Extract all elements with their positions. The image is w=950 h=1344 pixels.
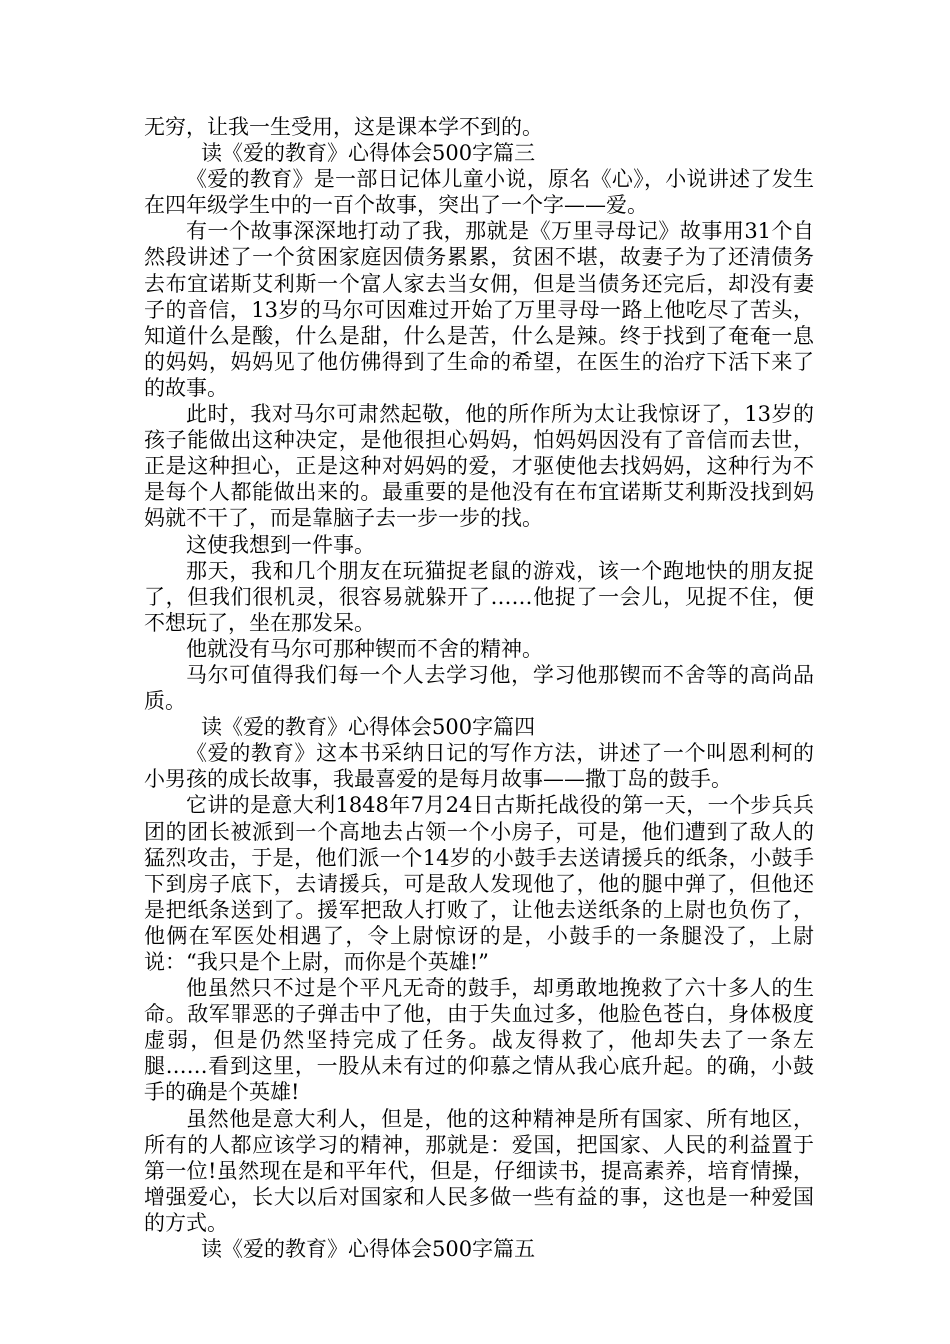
paragraph: 这使我想到一件事。 bbox=[186, 532, 375, 557]
paragraph: 无穷，让我一生受用，这是课本学不到的。 bbox=[144, 115, 543, 139]
paragraph: 那天，我和几个朋友在玩猫捉老鼠的游戏，该一个跑地快的朋友捉了，但我们很机灵，很容易就躲开了……他捉了一会儿，见捉不住，便不想玩了，坐在那发呆。 bbox=[144, 558, 814, 635]
section-heading: 读《爱的教育》心得体会500字篇四 bbox=[201, 715, 536, 740]
paragraph: 虽然他是意大利人，但是，他的这种精神是所有国家、所有地区，所有的人都应该学习的精神，那就是：爱国，把国家、人民的利益置于第一位!虽然现在是和平年代，但是，仔细读书，提高素养，培育情操，增强爱心，长大以后对国家和人民多做一些有益的事，这也是一种爱国的方式。 bbox=[144, 1106, 814, 1235]
paragraph: 《爱的教育》是一部日记体儿童小说，原名《心》，小说讲述了发生在四年级学生中的一百个故事，突出了一个字——爱。 bbox=[144, 167, 814, 218]
paragraph: 《爱的教育》这本书采纳日记的写作方法，讲述了一个叫恩利柯的小男孩的成长故事，我最喜爱的是每月故事——撒丁岛的鼓手。 bbox=[144, 741, 814, 792]
paragraph: 他就没有马尔可那种锲而不舍的精神。 bbox=[186, 636, 543, 661]
document-body bbox=[144, 114, 814, 1262]
section-heading: 读《爱的教育》心得体会500字篇三 bbox=[201, 141, 536, 166]
paragraph: 马尔可值得我们每一个人去学习他，学习他那锲而不舍等的高尚品质。 bbox=[144, 662, 814, 714]
paragraph: 有一个故事深深地打动了我，那就是《万里寻母记》故事用31个自然段讲述了一个贫困家庭因债务累累，贫困不堪，故妻子为了还清债务去布宜诺斯艾利斯一个富人家去当女佣，但是当债务还完后，却没有妻子的音信，13岁的马尔可因难过开始了万里寻母一路上他吃尽了苦头，知道什么是酸，什么是甜，什么是苦，什么是辣。终于找到了奄奄一息的妈妈，妈妈见了他仿佛得到了生命的希望，在医生的治疗下活下来了的故事。 bbox=[144, 219, 814, 400]
section-heading: 读《爱的教育》心得体会500字篇五 bbox=[201, 1237, 536, 1262]
paragraph: 他虽然只不过是个平凡无奇的鼓手，却勇敢地挽救了六十多人的生命。敌军罪恶的子弹击中了他，由于失血过多，他脸色苍白，身体极度虚弱，但是仍然坚持完成了任务。战友得救了，他却失去了一条左腿……看到这里，一股从未有过的仰慕之情从我心底升起。的确，小鼓手的确是个英雄! bbox=[144, 976, 814, 1105]
paragraph: 它讲的是意大利1848年7月24日古斯托战役的第一天，一个步兵兵团的团长被派到一个高地去占领一个小房子，可是，他们遭到了敌人的猛烈攻击，于是，他们派一个14岁的小鼓手去送请援兵的纸条，小鼓手下到房子底下，去请援兵，可是敌人发现他了，他的腿中弹了，但他还是把纸条送到了。援军把敌人打败了，让他去送纸条的上尉也负伤了，他俩在军医处相遇了，令上尉惊讶的是，小鼓手的一条腿没了，上尉说：“我只是个上尉，而你是个英雄!” bbox=[144, 793, 814, 974]
paragraph: 此时，我对马尔可肃然起敬，他的所作所为太让我惊讶了，13岁的孩子能做出这种决定，是他很担心妈妈，怕妈妈因没有了音信而去世，正是这种担心，正是这种对妈妈的爱，才驱使他去找妈妈，这种行为不是每个人都能做出来的。最重要的是他没有在布宜诺斯艾利斯没找到妈妈就不干了，而是靠脑子去一步一步的找。 bbox=[144, 402, 814, 531]
